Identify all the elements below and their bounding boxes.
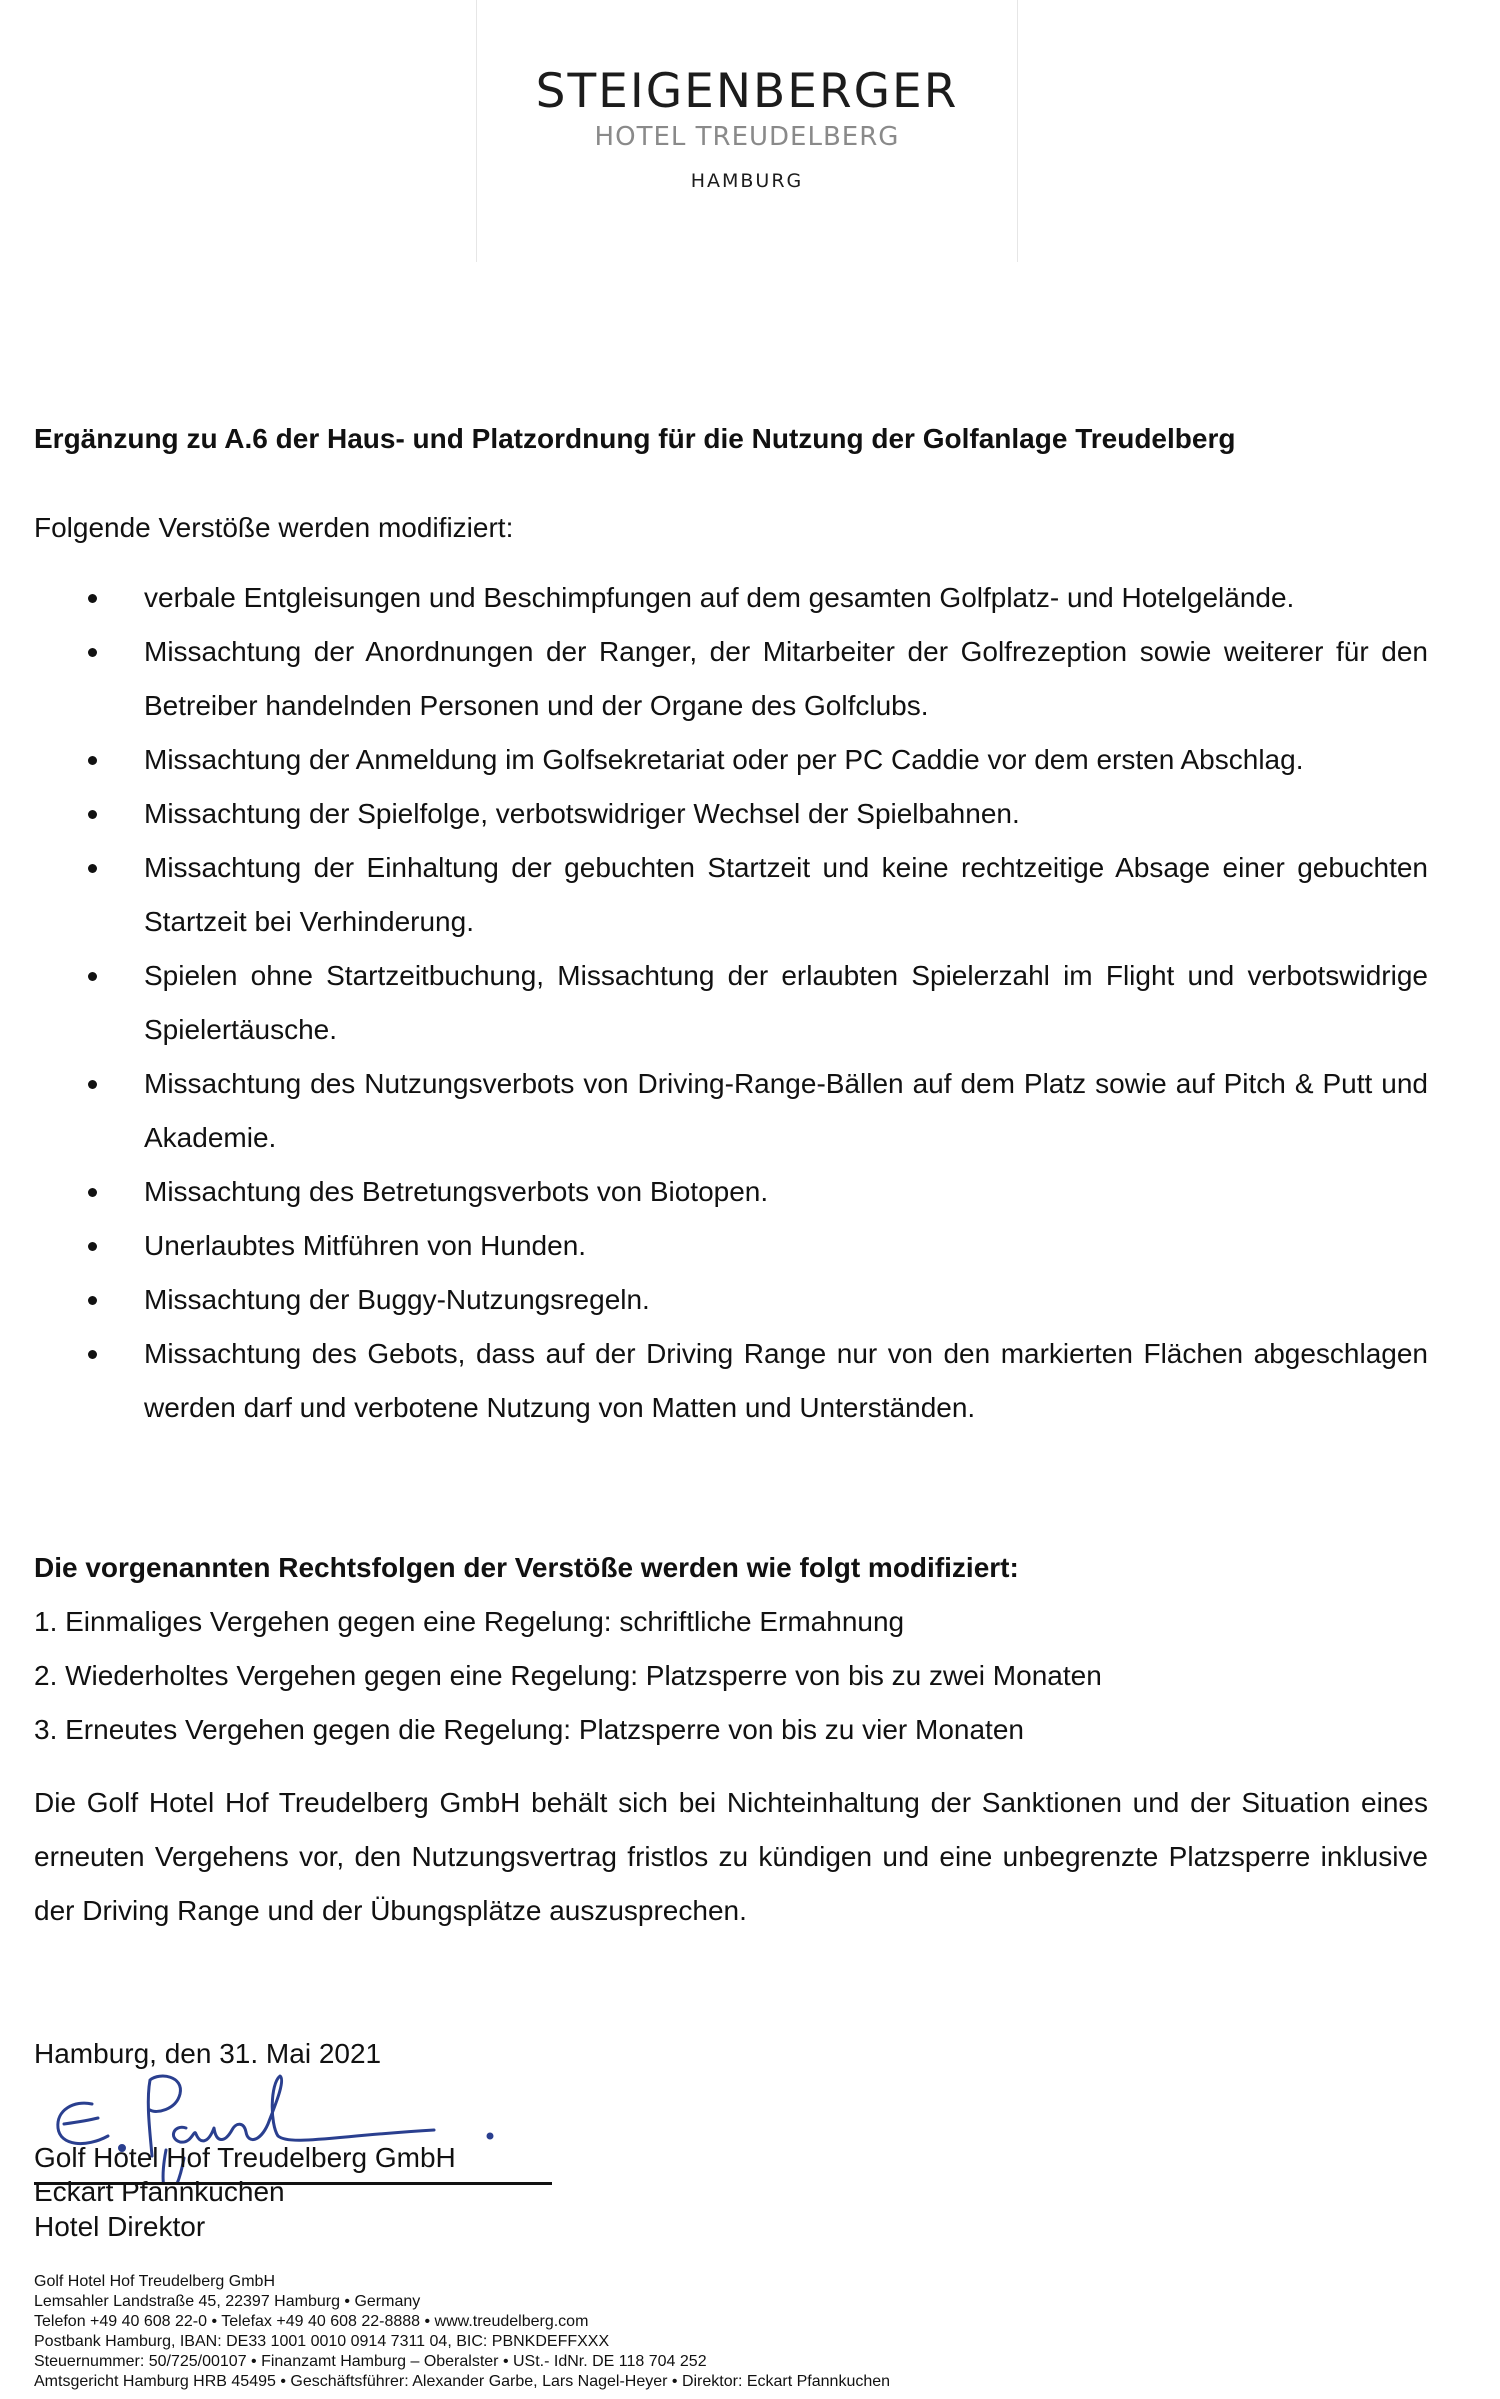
signature-company: Golf Hotel Hof Treudelberg GmbH <box>34 2142 456 2173</box>
bullet-icon <box>88 972 97 981</box>
place-date: Hamburg, den 31. Mai 2021 <box>34 2038 382 2069</box>
violation-text: Missachtung der Buggy-Nutzungsregeln. <box>144 1284 650 1315</box>
violations-list <box>0 571 1500 1435</box>
consequence-item: 2. Wiederholtes Vergehen gegen eine Regelung: Platzsperre von bis zu zwei Monaten <box>34 1660 1102 1691</box>
list-item <box>0 1165 1500 1219</box>
list-item <box>0 733 1500 787</box>
list-item <box>0 949 1500 1057</box>
footer-line: Lemsahler Landstraße 45, 22397 Hamburg • Germany <box>34 2293 421 2310</box>
bullet-icon <box>88 648 97 657</box>
list-item <box>0 841 1500 949</box>
logo-hotel: HOTEL TREUDELBERG <box>594 122 900 152</box>
violation-text: Missachtung des Betretungsverbots von Biotopen. <box>144 1176 769 1207</box>
list-item <box>0 787 1500 841</box>
consequence-item: 3. Erneutes Vergehen gegen die Regelung: Platzsperre von bis zu vier Monaten <box>34 1714 1024 1745</box>
violation-text: Missachtung des Nutzungsverbots von Driving-Range-Bällen auf dem Platz sowie auf Pitch & Putt und Akademie. <box>144 1068 1428 1153</box>
violation-text: Missachtung der Einhaltung der gebuchten Startzeit und keine rechtzeitige Absage einer gebuchten Startzeit bei Verhinderung. <box>144 852 1428 937</box>
list-item <box>0 1219 1500 1273</box>
violation-text: Missachtung der Anmeldung im Golfsekretariat oder per PC Caddie vor dem ersten Abschlag. <box>144 744 1304 775</box>
violation-text: Spielen ohne Startzeitbuchung, Missachtung der erlaubten Spielerzahl im Flight und verbotswidrige Spielertäusche. <box>144 960 1428 1045</box>
bullet-icon <box>88 864 97 873</box>
logo-city: HAMBURG <box>690 170 804 192</box>
consequence-item: 1. Einmaliges Vergehen gegen eine Regelung: schriftliche Ermahnung <box>34 1606 905 1637</box>
closing-paragraph: Die Golf Hotel Hof Treudelberg GmbH behält sich bei Nichteinhaltung der Sanktionen und der Situation eines erneuten Vergehens vor, den Nutzungsvertrag fristlos zu kündigen und eine unbegrenzte Platzsperre inklusive der Driving Range und der Übungsplätze auszusprechen. <box>34 1787 1428 1926</box>
violation-text: Missachtung der Spielfolge, verbotswidriger Wechsel der Spielbahnen. <box>144 798 1020 829</box>
violation-text: Missachtung der Anordnungen der Ranger, der Mitarbeiter der Golfrezeption sowie weiterer für den Betreiber handelnden Personen und der Organe des Golfclubs. <box>144 636 1428 721</box>
consequences-heading: Die vorgenannten Rechtsfolgen der Verstöße werden wie folgt modifiziert: <box>34 1552 1019 1583</box>
document-heading: Ergänzung zu A.6 der Haus- und Platzordnung für die Nutzung der Golfanlage Treudelberg <box>34 423 1236 454</box>
list-item <box>0 1273 1500 1327</box>
footer-line: Golf Hotel Hof Treudelberg GmbH <box>34 2273 275 2290</box>
bullet-icon <box>88 810 97 819</box>
violation-text: Unerlaubtes Mitführen von Hunden. <box>144 1230 587 1261</box>
logo-brand: STEIGENBERGER <box>535 64 959 119</box>
list-item <box>0 1327 1500 1435</box>
footer <box>34 2272 890 2392</box>
bullet-icon <box>88 1350 97 1359</box>
letterhead-logo <box>476 0 1018 262</box>
list-item <box>0 625 1500 733</box>
violation-text: Missachtung des Gebots, dass auf der Driving Range nur von den markierten Flächen abgeschlagen werden darf und verbotene Nutzung von Matten und Unterständen. <box>144 1338 1428 1423</box>
bullet-icon <box>88 756 97 765</box>
bullet-icon <box>88 594 97 603</box>
signature-title: Hotel Direktor <box>34 2211 206 2242</box>
bullet-icon <box>88 1242 97 1251</box>
signature-name: Eckart Pfannkuchen <box>34 2176 285 2207</box>
violation-text: verbale Entgleisungen und Beschimpfungen auf dem gesamten Golfplatz- und Hotelgelände. <box>144 582 1295 613</box>
footer-line: Steuernummer: 50/725/00107 • Finanzamt Hamburg – Oberalster • USt.- IdNr. DE 118 704 252 <box>34 2353 707 2370</box>
bullet-icon <box>88 1296 97 1305</box>
list-item <box>0 1057 1500 1165</box>
bullet-icon <box>88 1188 97 1197</box>
bullet-icon <box>88 1080 97 1089</box>
footer-line: Postbank Hamburg, IBAN: DE33 1001 0010 0914 7311 04, BIC: PBNKDEFFXXX <box>34 2333 610 2350</box>
intro-text: Folgende Verstöße werden modifiziert: <box>34 512 514 543</box>
list-item <box>0 571 1500 625</box>
footer-line: Telefon +49 40 608 22-0 • Telefax +49 40 608 22-8888 • www.treudelberg.com <box>34 2313 589 2330</box>
footer-line: Amtsgericht Hamburg HRB 45495 • Geschäftsführer: Alexander Garbe, Lars Nagel-Heyer • Direktor: Eckart Pfannkuchen <box>34 2373 891 2390</box>
